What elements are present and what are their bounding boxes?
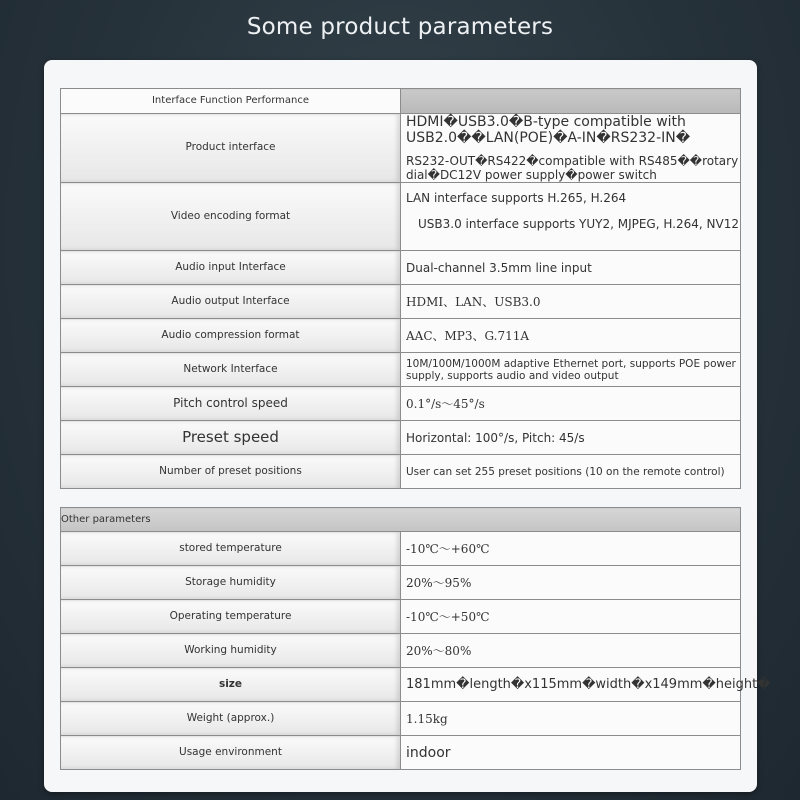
value-line: HDMI�USB3.0�B-type compatible with USB2.0��LAN(POE)�A-IN�RS232-IN� (406, 114, 691, 146)
table-row (61, 455, 741, 489)
row-label: Storage humidity (61, 566, 401, 600)
row-label: Pitch control speed (61, 387, 401, 421)
table-row (61, 285, 741, 319)
row-label: Operating temperature (61, 600, 401, 634)
row-value: -10℃～+60℃ (401, 532, 741, 566)
row-label: stored temperature (61, 532, 401, 566)
row-value (401, 183, 741, 251)
row-label: Usage environment (61, 736, 401, 770)
row-label: size (61, 668, 401, 702)
row-value: 181mm�length�x115mm�width�x149mm�height� (401, 668, 741, 702)
other-header-label: Other parameters (61, 508, 741, 532)
row-value (401, 114, 741, 183)
row-value: indoor (401, 736, 741, 770)
row-value: AAC、MP3、G.711A (401, 319, 741, 353)
table-row (61, 421, 741, 455)
table-row (61, 566, 741, 600)
row-label: Video encoding format (61, 183, 401, 251)
row-value: Dual-channel 3.5mm line input (401, 251, 741, 285)
value-line: LAN interface supports H.265, H.264 (406, 191, 627, 205)
row-value: 20%～95% (401, 566, 741, 600)
table-row (61, 183, 741, 251)
row-label: Preset speed (61, 421, 401, 455)
table-row (61, 114, 741, 183)
table-row (61, 387, 741, 421)
row-value: -10℃～+50℃ (401, 600, 741, 634)
row-label: Audio compression format (61, 319, 401, 353)
row-label: Number of preset positions (61, 455, 401, 489)
row-value: 20%～80% (401, 634, 741, 668)
performance-table (60, 88, 741, 489)
row-value: 10M/100M/1000M adaptive Ethernet port, supports POE power supply, supports audio and video output (401, 353, 741, 387)
table-row (61, 600, 741, 634)
table-row (61, 353, 741, 387)
table-row (61, 702, 741, 736)
row-label: Product interface (61, 114, 401, 183)
table-row (61, 251, 741, 285)
row-value: HDMI、LAN、USB3.0 (401, 285, 741, 319)
table-row (61, 736, 741, 770)
row-label: Weight (approx.) (61, 702, 401, 736)
value-line: RS232-OUT�RS422�compatible with RS485��rotary dial�DC12V power supply�power switch (406, 154, 739, 182)
table-row (61, 532, 741, 566)
row-label: Audio input Interface (61, 251, 401, 285)
row-value: 1.15kg (401, 702, 741, 736)
row-label: Working humidity (61, 634, 401, 668)
row-value: Horizontal: 100°/s, Pitch: 45/s (401, 421, 741, 455)
row-value: 0.1°/s～45°/s (401, 387, 741, 421)
table-row (61, 634, 741, 668)
row-label: Network Interface (61, 353, 401, 387)
row-label: Audio output Interface (61, 285, 401, 319)
other-table (60, 507, 771, 770)
row-value: User can set 255 preset positions (10 on the remote control) (401, 455, 741, 489)
table-row (61, 319, 741, 353)
page-title: Some product parameters (246, 14, 554, 40)
table-row (61, 668, 741, 702)
value-line: USB3.0 interface supports YUY2, MJPEG, H.264, NV12 (418, 217, 739, 231)
performance-header-label: Interface Function Performance (61, 89, 401, 114)
performance-header-bar (401, 89, 741, 114)
